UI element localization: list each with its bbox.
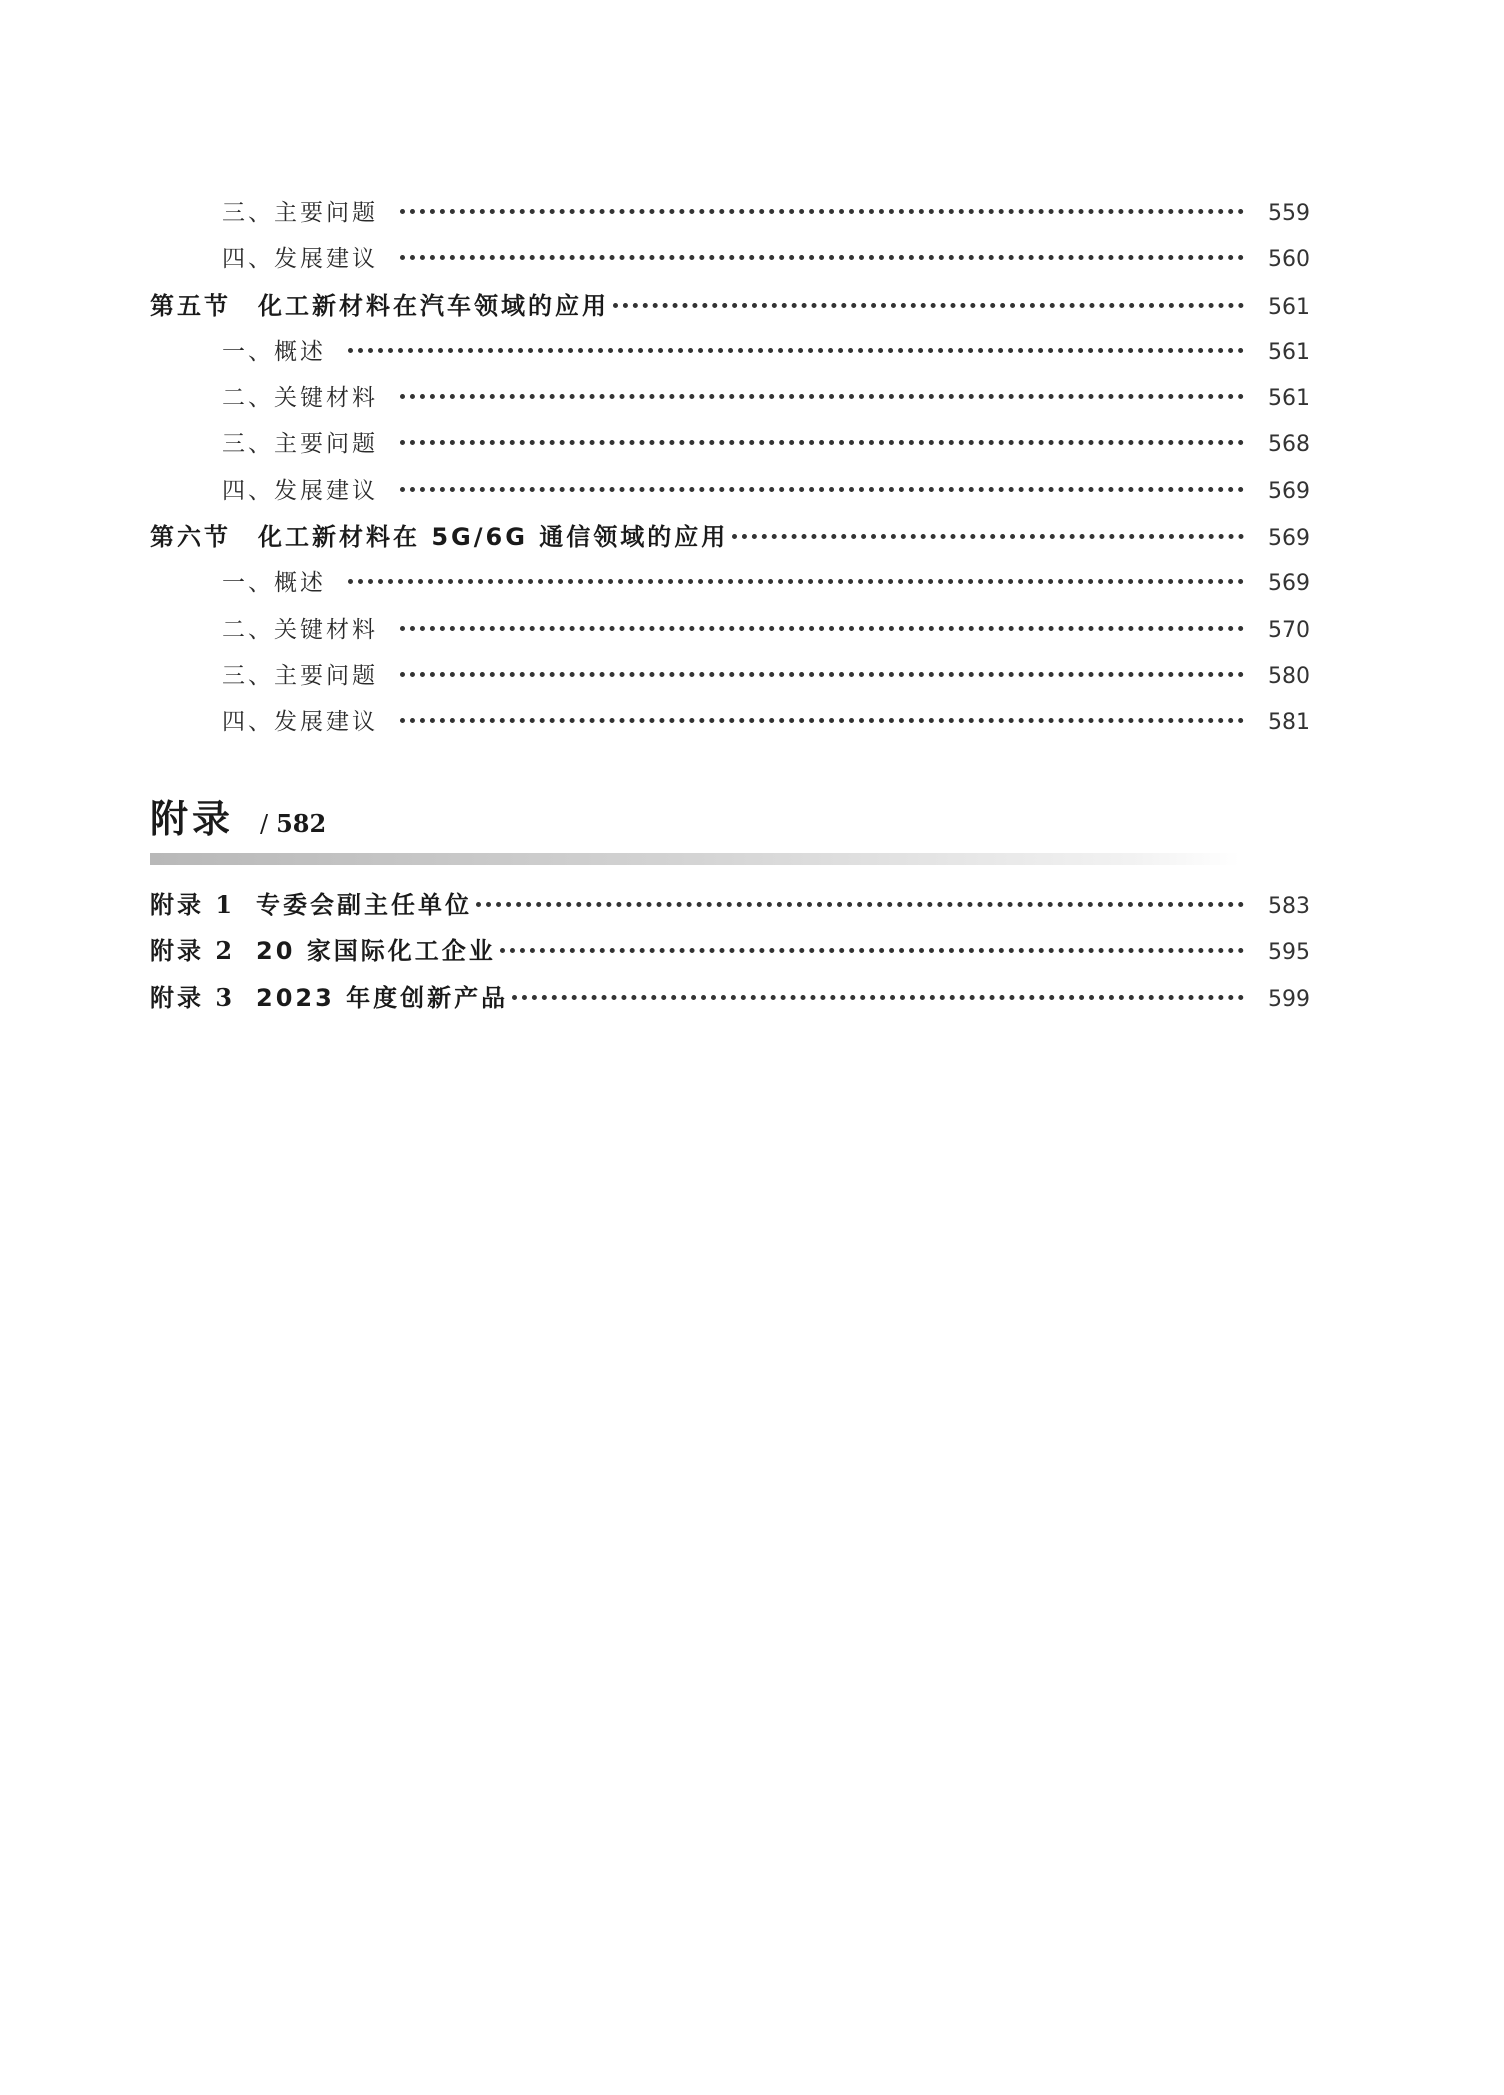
toc-entry-title: 三、主要问题 (222, 662, 378, 689)
toc-entry[interactable] (150, 607, 1310, 653)
toc-entry[interactable] (150, 375, 1310, 421)
dot-leader (400, 255, 1244, 260)
toc-entry[interactable] (150, 329, 1310, 375)
appendix-heading (150, 928, 496, 974)
toc-section-entry[interactable] (150, 283, 1310, 329)
chapter-page-slash: / (260, 810, 269, 838)
toc-entry[interactable] (150, 421, 1310, 467)
toc-section-entry[interactable] (150, 514, 1310, 560)
chapter-page-ref (260, 809, 326, 838)
toc-entry-title: 二、关键材料 (222, 616, 378, 643)
chapter-page-number: 582 (276, 809, 327, 838)
dot-leader (476, 902, 1244, 907)
chapter-title-line (150, 788, 1240, 843)
toc-entry-page: 580 (1268, 663, 1310, 689)
toc-entry[interactable] (150, 653, 1310, 699)
appendix-number: 附录 2 (150, 936, 236, 966)
dot-leader (400, 626, 1244, 631)
appendix-page: 595 (1268, 940, 1310, 966)
dot-leader (348, 348, 1244, 353)
chapter-title: 附录 (150, 797, 235, 841)
toc-entry-page: 570 (1268, 617, 1310, 643)
toc-entry-title: 二、关键材料 (222, 385, 378, 412)
dot-leader (512, 995, 1244, 1000)
toc-entry-page: 560 (1268, 247, 1310, 273)
dot-leader (400, 440, 1244, 445)
dot-leader (500, 948, 1244, 953)
table-of-contents (150, 190, 1310, 746)
appendix-title: 20 家国际化工企业 (256, 937, 496, 966)
dot-leader (400, 209, 1244, 214)
toc-entry-page: 581 (1268, 710, 1310, 736)
toc-entry-page: 569 (1268, 526, 1310, 552)
appendix-list (150, 882, 1310, 1021)
appendix-heading (150, 975, 508, 1021)
toc-entry[interactable] (150, 190, 1310, 236)
toc-entry[interactable] (150, 468, 1310, 514)
appendix-page: 583 (1268, 894, 1310, 919)
toc-entry[interactable] (150, 560, 1310, 606)
toc-entry-page: 561 (1268, 386, 1310, 412)
toc-entry[interactable] (150, 699, 1310, 745)
dot-leader (400, 394, 1244, 399)
toc-section-heading (150, 514, 728, 560)
toc-entry-title: 一、概述 (222, 570, 326, 597)
toc-entry-title: 四、发展建议 (222, 246, 378, 273)
appendix-entry[interactable] (150, 882, 1310, 928)
toc-entry-page: 561 (1268, 294, 1310, 320)
dot-leader (400, 718, 1244, 723)
toc-entry-title: 四、发展建议 (222, 477, 378, 504)
appendix-title: 2023 年度创新产品 (256, 983, 509, 1012)
dot-leader (613, 303, 1244, 308)
toc-entry-page: 561 (1268, 339, 1310, 365)
section-number: 第六节 (150, 522, 231, 552)
chapter-heading[interactable] (150, 788, 1240, 865)
toc-entry-page: 569 (1268, 571, 1310, 597)
toc-entry-title: 三、主要问题 (222, 431, 378, 458)
toc-entry-page: 569 (1268, 478, 1310, 504)
section-number: 第五节 (150, 290, 231, 320)
appendix-entry[interactable] (150, 928, 1310, 974)
toc-entry-page: 559 (1268, 201, 1310, 226)
section-title: 化工新材料在汽车领域的应用 (258, 291, 609, 320)
toc-entry-title: 三、主要问题 (222, 200, 378, 226)
toc-entry-title: 四、发展建议 (222, 709, 378, 736)
dot-leader (400, 672, 1244, 677)
toc-entry-page: 568 (1268, 432, 1310, 458)
dot-leader (732, 534, 1244, 539)
appendix-heading (150, 882, 472, 928)
appendix-number: 附录 1 (150, 890, 236, 919)
dot-leader (400, 487, 1244, 492)
appendix-entry[interactable] (150, 975, 1310, 1021)
toc-entry[interactable] (150, 236, 1310, 282)
toc-section-heading (150, 283, 609, 329)
section-title: 化工新材料在 5G/6G 通信领域的应用 (258, 523, 729, 552)
toc-entry-title: 一、概述 (222, 338, 326, 365)
chapter-gradient-bar (150, 853, 1240, 865)
appendix-page: 599 (1268, 986, 1310, 1012)
appendix-title: 专委会副主任单位 (256, 891, 472, 919)
dot-leader (348, 579, 1244, 584)
appendix-number: 附录 3 (150, 982, 236, 1012)
